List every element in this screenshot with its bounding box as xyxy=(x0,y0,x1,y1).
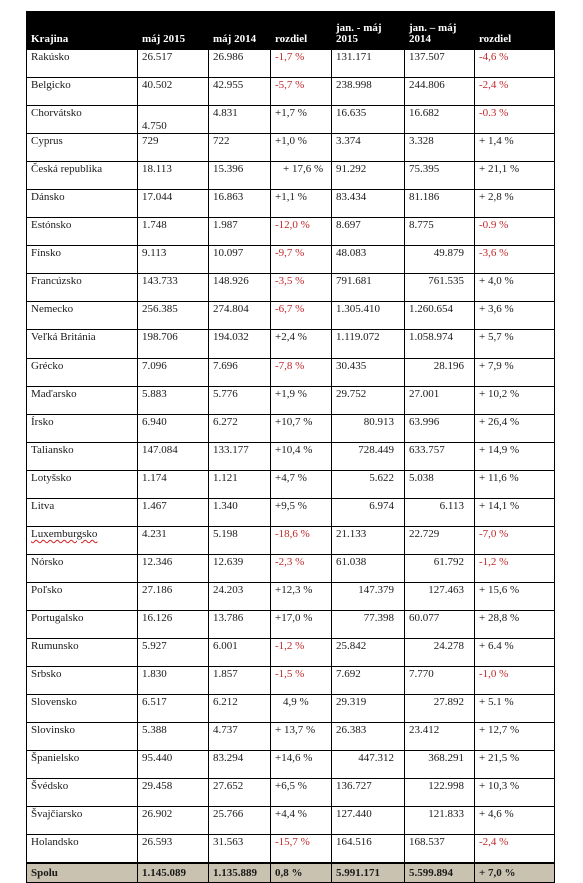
diff-jan-may-cell: + 12,7 % xyxy=(475,723,555,751)
may-2014-cell: 26.986 xyxy=(209,50,271,78)
may-2015-cell: 147.084 xyxy=(138,442,209,470)
table-row xyxy=(27,78,555,106)
jan-may-2015-cell: 61.038 xyxy=(332,554,405,582)
may-2015-cell: 6.940 xyxy=(138,414,209,442)
may-2015-cell: 4.231 xyxy=(138,526,209,554)
table-row xyxy=(27,554,555,582)
diff-may-cell: +10,7 % xyxy=(271,414,332,442)
diff-may-cell: -1,2 % xyxy=(271,638,332,666)
diff-may-cell: +4,7 % xyxy=(271,470,332,498)
country-cell: Rakúsko xyxy=(27,50,138,78)
country-cell: Španielsko xyxy=(27,751,138,779)
may-2014-cell: 83.294 xyxy=(209,751,271,779)
jan-may-2015-cell: 29.752 xyxy=(332,386,405,414)
jan-may-2015-cell: 25.842 xyxy=(332,638,405,666)
diff-jan-may-cell: + 14,1 % xyxy=(475,498,555,526)
table-row xyxy=(27,246,555,274)
header-may-2014: máj 2014 xyxy=(209,12,271,50)
country-cell: Srbsko xyxy=(27,667,138,695)
jan-may-2014-cell: 27.892 xyxy=(405,695,475,723)
table-row xyxy=(27,358,555,386)
table-row xyxy=(27,638,555,666)
may-2015-cell: 40.502 xyxy=(138,78,209,106)
jan-may-2015-cell: 30.435 xyxy=(332,358,405,386)
jan-may-2014-cell: 24.278 xyxy=(405,638,475,666)
diff-may-cell: -2,3 % xyxy=(271,554,332,582)
diff-jan-may-cell: + 14,9 % xyxy=(475,442,555,470)
may-2015-cell: 27.186 xyxy=(138,582,209,610)
country-cell: Slovinsko xyxy=(27,723,138,751)
diff-may-cell: +1,7 % xyxy=(271,106,332,134)
may-2014-cell: 10.097 xyxy=(209,246,271,274)
diff-may-cell: -18,6 % xyxy=(271,526,332,554)
may-2015-cell: 4.750 xyxy=(138,106,209,134)
may-2015-cell: 5.388 xyxy=(138,723,209,751)
diff-may-cell: +17,0 % xyxy=(271,610,332,638)
total-jan-may-2015: 5.991.171 xyxy=(332,863,405,883)
country-cell: Rumunsko xyxy=(27,638,138,666)
jan-may-2015-cell: 21.133 xyxy=(332,526,405,554)
header-jan-may-2014: jan. – máj 2014 xyxy=(405,12,475,50)
may-2014-cell: 25.766 xyxy=(209,807,271,835)
may-2014-cell: 1.857 xyxy=(209,667,271,695)
may-2015-cell: 29.458 xyxy=(138,779,209,807)
diff-jan-may-cell: + 5.1 % xyxy=(475,695,555,723)
table-row xyxy=(27,723,555,751)
jan-may-2015-cell: 3.374 xyxy=(332,134,405,162)
table-row xyxy=(27,106,555,134)
country-cell: Portugalsko xyxy=(27,610,138,638)
header-row xyxy=(27,12,555,50)
diff-jan-may-cell: + 1,4 % xyxy=(475,134,555,162)
diff-jan-may-cell: + 3,6 % xyxy=(475,302,555,330)
table-row xyxy=(27,218,555,246)
may-2014-cell: 6.212 xyxy=(209,695,271,723)
diff-may-cell: +1,9 % xyxy=(271,386,332,414)
may-2014-cell: 15.396 xyxy=(209,162,271,190)
diff-jan-may-cell: -3,6 % xyxy=(475,246,555,274)
table-row xyxy=(27,751,555,779)
diff-may-cell: -9,7 % xyxy=(271,246,332,274)
may-2015-cell: 1.174 xyxy=(138,470,209,498)
country-cell: Litva xyxy=(27,498,138,526)
country-cell: Švédsko xyxy=(27,779,138,807)
jan-may-2014-cell: 81.186 xyxy=(405,190,475,218)
may-2015-cell: 26.517 xyxy=(138,50,209,78)
may-2014-cell: 274.804 xyxy=(209,302,271,330)
diff-jan-may-cell: + 2,8 % xyxy=(475,190,555,218)
may-2014-cell: 7.696 xyxy=(209,358,271,386)
jan-may-2015-cell: 91.292 xyxy=(332,162,405,190)
table-row xyxy=(27,302,555,330)
country-cell: Estónsko xyxy=(27,218,138,246)
country-cell: Nórsko xyxy=(27,554,138,582)
diff-may-cell: +14,6 % xyxy=(271,751,332,779)
country-cell: Lotyšsko xyxy=(27,470,138,498)
jan-may-2014-cell: 60.077 xyxy=(405,610,475,638)
jan-may-2015-cell: 8.697 xyxy=(332,218,405,246)
may-2014-cell: 1.987 xyxy=(209,218,271,246)
table-row xyxy=(27,274,555,302)
jan-may-2015-cell: 5.622 xyxy=(332,470,405,498)
jan-may-2014-cell: 122.998 xyxy=(405,779,475,807)
diff-may-cell: -1,7 % xyxy=(271,50,332,78)
jan-may-2014-cell: 3.328 xyxy=(405,134,475,162)
jan-may-2014-cell: 5.038 xyxy=(405,470,475,498)
country-cell: Francúzsko xyxy=(27,274,138,302)
may-2015-cell: 729 xyxy=(138,134,209,162)
jan-may-2014-cell: 137.507 xyxy=(405,50,475,78)
country-cell: Nemecko xyxy=(27,302,138,330)
jan-may-2014-cell: 23.412 xyxy=(405,723,475,751)
may-2014-cell: 148.926 xyxy=(209,274,271,302)
may-2014-cell: 5.776 xyxy=(209,386,271,414)
may-2015-cell: 26.902 xyxy=(138,807,209,835)
table-row xyxy=(27,442,555,470)
may-2014-cell: 6.001 xyxy=(209,638,271,666)
table-row xyxy=(27,190,555,218)
country-cell: Holandsko xyxy=(27,835,138,864)
table-row xyxy=(27,779,555,807)
total-label: Spolu xyxy=(27,863,138,883)
jan-may-2014-cell: 75.395 xyxy=(405,162,475,190)
jan-may-2014-cell: 49.879 xyxy=(405,246,475,274)
jan-may-2014-cell: 8.775 xyxy=(405,218,475,246)
diff-may-cell: +4,4 % xyxy=(271,807,332,835)
diff-jan-may-cell: -7,0 % xyxy=(475,526,555,554)
jan-may-2014-cell: 27.001 xyxy=(405,386,475,414)
country-cell: Luxemburgsko xyxy=(27,526,138,554)
diff-jan-may-cell: + 26,4 % xyxy=(475,414,555,442)
diff-may-cell: -5,7 % xyxy=(271,78,332,106)
jan-may-2014-cell: 761.535 xyxy=(405,274,475,302)
document-page xyxy=(26,11,554,879)
table-row xyxy=(27,526,555,554)
jan-may-2014-cell: 168.537 xyxy=(405,835,475,864)
jan-may-2014-cell: 368.291 xyxy=(405,751,475,779)
diff-may-cell: +9,5 % xyxy=(271,498,332,526)
country-cell: Česká republika xyxy=(27,162,138,190)
may-2014-cell: 4.737 xyxy=(209,723,271,751)
diff-may-cell: -6,7 % xyxy=(271,302,332,330)
jan-may-2014-cell: 1.260.654 xyxy=(405,302,475,330)
may-2014-cell: 1.340 xyxy=(209,498,271,526)
jan-may-2015-cell: 728.449 xyxy=(332,442,405,470)
diff-jan-may-cell: -1,0 % xyxy=(475,667,555,695)
diff-jan-may-cell: + 10,3 % xyxy=(475,779,555,807)
may-2015-cell: 16.126 xyxy=(138,610,209,638)
jan-may-2015-cell: 77.398 xyxy=(332,610,405,638)
may-2015-cell: 6.517 xyxy=(138,695,209,723)
may-2014-cell: 133.177 xyxy=(209,442,271,470)
may-2015-cell: 1.830 xyxy=(138,667,209,695)
may-2014-cell: 13.786 xyxy=(209,610,271,638)
jan-may-2015-cell: 131.171 xyxy=(332,50,405,78)
diff-may-cell: +12,3 % xyxy=(271,582,332,610)
jan-may-2015-cell: 48.083 xyxy=(332,246,405,274)
may-2014-cell: 24.203 xyxy=(209,582,271,610)
may-2015-cell: 95.440 xyxy=(138,751,209,779)
diff-may-cell: +2,4 % xyxy=(271,330,332,358)
jan-may-2014-cell: 7.770 xyxy=(405,667,475,695)
table-row xyxy=(27,470,555,498)
jan-may-2015-cell: 6.974 xyxy=(332,498,405,526)
may-2015-cell: 7.096 xyxy=(138,358,209,386)
diff-jan-may-cell: + 11,6 % xyxy=(475,470,555,498)
jan-may-2015-cell: 83.434 xyxy=(332,190,405,218)
jan-may-2015-cell: 147.379 xyxy=(332,582,405,610)
country-cell: Slovensko xyxy=(27,695,138,723)
jan-may-2014-cell: 63.996 xyxy=(405,414,475,442)
table-row xyxy=(27,610,555,638)
table-row xyxy=(27,386,555,414)
may-2014-cell: 12.639 xyxy=(209,554,271,582)
may-2015-cell: 9.113 xyxy=(138,246,209,274)
may-2014-cell: 5.198 xyxy=(209,526,271,554)
jan-may-2014-cell: 633.757 xyxy=(405,442,475,470)
table-row xyxy=(27,582,555,610)
may-2015-cell: 256.385 xyxy=(138,302,209,330)
header-may-2015: máj 2015 xyxy=(138,12,209,50)
total-may-2015: 1.145.089 xyxy=(138,863,209,883)
may-2015-cell: 17.044 xyxy=(138,190,209,218)
total-may-2014: 1.135.889 xyxy=(209,863,271,883)
diff-jan-may-cell: + 4,0 % xyxy=(475,274,555,302)
jan-may-2014-cell: 1.058.974 xyxy=(405,330,475,358)
jan-may-2015-cell: 164.516 xyxy=(332,835,405,864)
jan-may-2015-cell: 127.440 xyxy=(332,807,405,835)
country-cell: Švajčiarsko xyxy=(27,807,138,835)
table-row xyxy=(27,414,555,442)
jan-may-2014-cell: 6.113 xyxy=(405,498,475,526)
header-diff-jan-may: rozdiel xyxy=(475,12,555,50)
country-cell: Veľká Británia xyxy=(27,330,138,358)
may-2014-cell: 1.121 xyxy=(209,470,271,498)
may-2015-cell: 18.113 xyxy=(138,162,209,190)
may-2014-cell: 4.831 xyxy=(209,106,271,134)
diff-may-cell: +10,4 % xyxy=(271,442,332,470)
table-row xyxy=(27,50,555,78)
diff-may-cell: -15,7 % xyxy=(271,835,332,864)
country-cell: Írsko xyxy=(27,414,138,442)
jan-may-2015-cell: 1.119.072 xyxy=(332,330,405,358)
jan-may-2014-cell: 28.196 xyxy=(405,358,475,386)
diff-may-cell: + 13,7 % xyxy=(271,723,332,751)
diff-may-cell: -7,8 % xyxy=(271,358,332,386)
jan-may-2014-cell: 22.729 xyxy=(405,526,475,554)
diff-may-cell: +6,5 % xyxy=(271,779,332,807)
may-2014-cell: 16.863 xyxy=(209,190,271,218)
may-2015-cell: 1.467 xyxy=(138,498,209,526)
country-cell: Cyprus xyxy=(27,134,138,162)
table-row xyxy=(27,330,555,358)
jan-may-2014-cell: 61.792 xyxy=(405,554,475,582)
diff-may-cell: 4,9 % xyxy=(271,695,332,723)
total-row xyxy=(27,863,555,883)
diff-may-cell: -3,5 % xyxy=(271,274,332,302)
may-2014-cell: 31.563 xyxy=(209,835,271,864)
country-cell: Fínsko xyxy=(27,246,138,274)
table-row xyxy=(27,695,555,723)
may-2014-cell: 27.652 xyxy=(209,779,271,807)
jan-may-2015-cell: 136.727 xyxy=(332,779,405,807)
header-diff-may: rozdiel xyxy=(271,12,332,50)
diff-jan-may-cell: + 21,5 % xyxy=(475,751,555,779)
jan-may-2015-cell: 238.998 xyxy=(332,78,405,106)
may-2014-cell: 6.272 xyxy=(209,414,271,442)
may-2015-cell: 5.927 xyxy=(138,638,209,666)
diff-jan-may-cell: + 21,1 % xyxy=(475,162,555,190)
diff-jan-may-cell: -2,4 % xyxy=(475,835,555,864)
may-2015-cell: 143.733 xyxy=(138,274,209,302)
jan-may-2014-cell: 16.682 xyxy=(405,106,475,134)
country-cell: Chorvátsko xyxy=(27,106,138,134)
jan-may-2015-cell: 26.383 xyxy=(332,723,405,751)
diff-may-cell: -1,5 % xyxy=(271,667,332,695)
diff-may-cell: + 17,6 % xyxy=(271,162,332,190)
may-2015-cell: 198.706 xyxy=(138,330,209,358)
header-jan-may-2015: jan. - máj 2015 xyxy=(332,12,405,50)
jan-may-2015-cell: 7.692 xyxy=(332,667,405,695)
diff-jan-may-cell: -0.9 % xyxy=(475,218,555,246)
diff-jan-may-cell: + 10,2 % xyxy=(475,386,555,414)
diff-may-cell: -12,0 % xyxy=(271,218,332,246)
jan-may-2015-cell: 80.913 xyxy=(332,414,405,442)
jan-may-2015-cell: 1.305.410 xyxy=(332,302,405,330)
jan-may-2015-cell: 447.312 xyxy=(332,751,405,779)
country-cell: Grécko xyxy=(27,358,138,386)
table-row xyxy=(27,807,555,835)
jan-may-2014-cell: 121.833 xyxy=(405,807,475,835)
may-2015-cell: 5.883 xyxy=(138,386,209,414)
diff-jan-may-cell: + 7,9 % xyxy=(475,358,555,386)
table-row xyxy=(27,835,555,864)
statistics-table xyxy=(26,11,555,883)
table-row xyxy=(27,498,555,526)
may-2014-cell: 42.955 xyxy=(209,78,271,106)
diff-jan-may-cell: + 4,6 % xyxy=(475,807,555,835)
country-cell: Maďarsko xyxy=(27,386,138,414)
diff-jan-may-cell: -0.3 % xyxy=(475,106,555,134)
may-2014-cell: 194.032 xyxy=(209,330,271,358)
may-2015-cell: 12.346 xyxy=(138,554,209,582)
may-2015-cell: 26.593 xyxy=(138,835,209,864)
diff-jan-may-cell: + 6.4 % xyxy=(475,638,555,666)
table-row xyxy=(27,667,555,695)
diff-may-cell: +1,1 % xyxy=(271,190,332,218)
diff-jan-may-cell: + 5,7 % xyxy=(475,330,555,358)
header-country: Krajina xyxy=(27,12,138,50)
country-cell: Poľsko xyxy=(27,582,138,610)
diff-jan-may-cell: + 15,6 % xyxy=(475,582,555,610)
diff-jan-may-cell: + 28,8 % xyxy=(475,610,555,638)
table-row xyxy=(27,162,555,190)
diff-may-cell: +1,0 % xyxy=(271,134,332,162)
diff-jan-may-cell: -4,6 % xyxy=(475,50,555,78)
jan-may-2015-cell: 29.319 xyxy=(332,695,405,723)
total-diff-jan-may: + 7,0 % xyxy=(475,863,555,883)
diff-jan-may-cell: -2,4 % xyxy=(475,78,555,106)
may-2014-cell: 722 xyxy=(209,134,271,162)
jan-may-2015-cell: 16.635 xyxy=(332,106,405,134)
jan-may-2015-cell: 791.681 xyxy=(332,274,405,302)
jan-may-2014-cell: 244.806 xyxy=(405,78,475,106)
diff-jan-may-cell: -1,2 % xyxy=(475,554,555,582)
country-cell: Taliansko xyxy=(27,442,138,470)
table-row xyxy=(27,134,555,162)
may-2015-cell: 1.748 xyxy=(138,218,209,246)
total-diff-may: 0,8 % xyxy=(271,863,332,883)
country-cell: Dánsko xyxy=(27,190,138,218)
total-jan-may-2014: 5.599.894 xyxy=(405,863,475,883)
country-cell: Belgicko xyxy=(27,78,138,106)
jan-may-2014-cell: 127.463 xyxy=(405,582,475,610)
